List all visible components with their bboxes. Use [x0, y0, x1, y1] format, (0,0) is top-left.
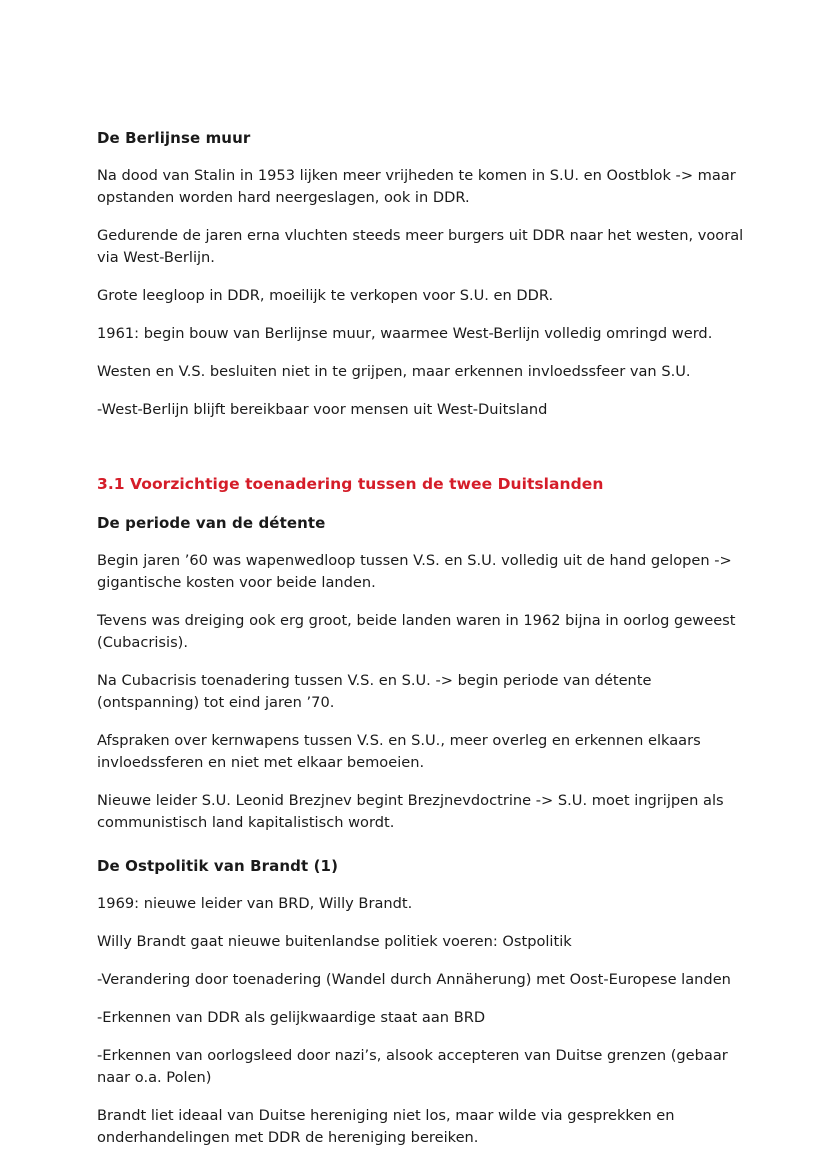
paragraph-brandt-hereniging: Brandt liet ideaal van Duitse hereniging niet los, maar wilde via gesprekken en onderhandelingen met DDR de hereniging bereiken. — [97, 1107, 675, 1146]
paragraph-leegloop-ddr: Grote leegloop in DDR, moeilijk te verkopen voor S.U. en DDR. — [97, 287, 554, 304]
paragraph-brezjnevdoctrine: Nieuwe leider S.U. Leonid Brezjnev begint Brezjnevdoctrine -> S.U. moet ingrijpen als communistisch land kapitalistisch wordt. — [97, 792, 724, 831]
paragraph-afspraken-kernwapens: Afspraken over kernwapens tussen V.S. en S.U., meer overleg en erkennen elkaars invloedssferen en niet met elkaar bemoeien. — [97, 732, 701, 771]
paragraph-westen-niet-ingrijpen: Westen en V.S. besluiten niet in te grijpen, maar erkennen invloedssfeer van S.U. — [97, 363, 691, 380]
paragraph-erkennen-ddr: -Erkennen van DDR als gelijkwaardige staat aan BRD — [97, 1009, 486, 1026]
paragraph-west-berlijn-bereikbaar: -West-Berlijn blijft bereikbaar voor mensen uit West-Duitsland — [97, 401, 548, 418]
paragraph-bouw-muur-1961: 1961: begin bouw van Berlijnse muur, waarmee West-Berlijn volledig omringd werd. — [97, 325, 713, 342]
paragraph-cubacrisis-1962: Tevens was dreiging ook erg groot, beide landen waren in 1962 bijna in oorlog geweest (Cubacrisis). — [97, 612, 736, 651]
paragraph-stalin-1953: Na dood van Stalin in 1953 lijken meer vrijheden te komen in S.U. en Oostblok -> maar opstanden worden hard neergeslagen, ook in DDR. — [97, 167, 736, 206]
paragraph-willy-brandt-1969: 1969: nieuwe leider van BRD, Willy Brandt. — [97, 895, 413, 912]
paragraph-vlucht-ddr: Gedurende de jaren erna vluchten steeds meer burgers uit DDR naar het westen, vooral via West-Berlijn. — [97, 227, 744, 266]
paragraph-ostpolitik-voeren: Willy Brandt gaat nieuwe buitenlandse politiek voeren: Ostpolitik — [97, 933, 572, 950]
paragraph-wandel-durch-annaherung: -Verandering door toenadering (Wandel durch Annäherung) met Oost-Europese landen — [97, 971, 731, 988]
paragraph-begin-detente: Na Cubacrisis toenadering tussen V.S. en S.U. -> begin periode van détente (ontspanning) tot eind jaren ’70. — [97, 672, 652, 711]
heading-ostpolitik-brandt: De Ostpolitik van Brandt (1) — [97, 857, 339, 875]
heading-de-berlijnse-muur: De Berlijnse muur — [97, 129, 251, 147]
heading-periode-detente: De periode van de détente — [97, 514, 326, 532]
paragraph-erkennen-oorlogsleed: -Erkennen van oorlogsleed door nazi’s, alsook accepteren van Duitse grenzen (gebaar naar o.a. Polen) — [97, 1047, 728, 1086]
section-heading-3-1: 3.1 Voorzichtige toenadering tussen de twee Duitslanden — [97, 475, 604, 493]
document-body — [97, 128, 745, 1149]
paragraph-wapenwedloop-jaren-60: Begin jaren ’60 was wapenwedloop tussen V.S. en S.U. volledig uit de hand gelopen -> gigantische kosten voor beide landen. — [97, 552, 732, 591]
